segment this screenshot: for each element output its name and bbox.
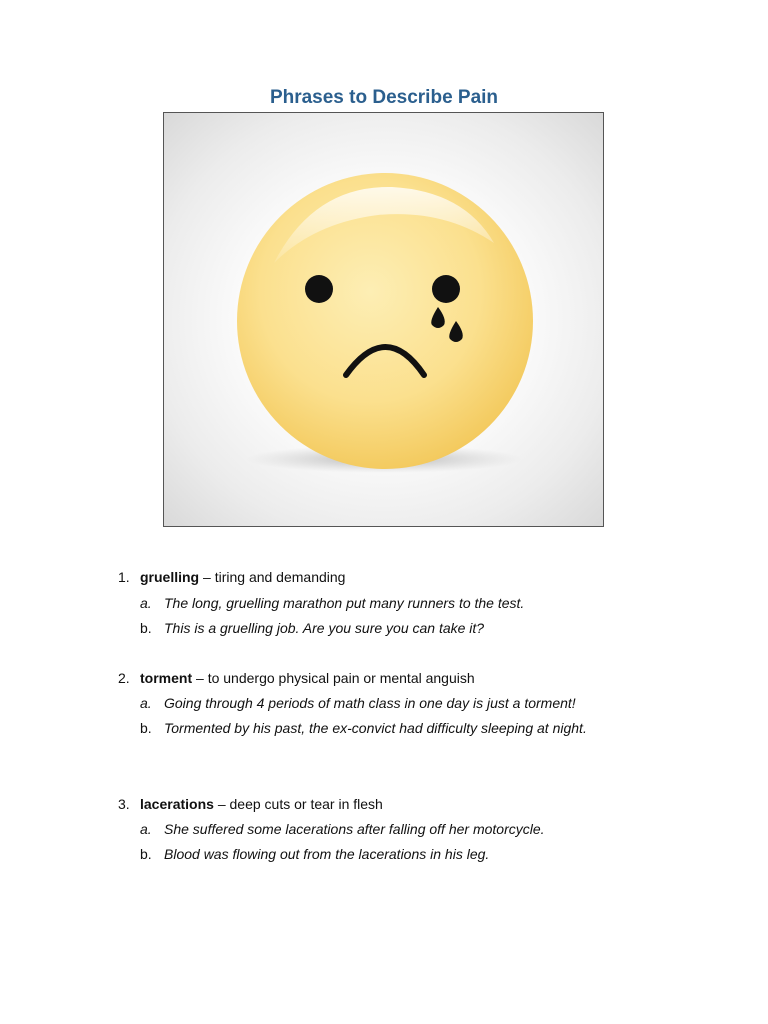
example-letter: a. bbox=[140, 821, 152, 837]
example-text: This is a gruelling job. Are you sure you can take it? bbox=[164, 620, 485, 636]
example-sentence bbox=[140, 820, 545, 838]
sad-face-image bbox=[163, 112, 604, 527]
example-text: The long, gruelling marathon put many runners to the test. bbox=[164, 595, 525, 611]
phrase-term: lacerations bbox=[140, 796, 214, 812]
phrase-definition: deep cuts or tear in flesh bbox=[229, 796, 383, 812]
phrase-heading bbox=[118, 669, 587, 687]
example-letter: b. bbox=[140, 620, 152, 636]
left-eye bbox=[305, 275, 333, 303]
phrase-definition: tiring and demanding bbox=[214, 569, 346, 585]
item-number: 1. bbox=[118, 569, 130, 585]
example-sentence bbox=[140, 694, 587, 712]
example-text: Tormented by his past, the ex-convict had difficulty sleeping at night. bbox=[164, 720, 587, 736]
example-sentence bbox=[140, 719, 587, 737]
example-text: Going through 4 periods of math class in one day is just a torment! bbox=[164, 695, 576, 711]
phrase-term: torment bbox=[140, 670, 193, 686]
phrase-term: gruelling bbox=[140, 569, 200, 585]
example-sentence bbox=[140, 845, 545, 863]
example-sentence bbox=[140, 619, 524, 637]
example-sentence bbox=[140, 594, 524, 612]
example-letter: b. bbox=[140, 846, 152, 862]
example-text: Blood was flowing out from the lacerations in his leg. bbox=[164, 846, 490, 862]
page-title: Phrases to Describe Pain bbox=[269, 87, 499, 108]
item-number: 3. bbox=[118, 796, 130, 812]
phrase-definition: to undergo physical pain or mental anguish bbox=[207, 670, 475, 686]
example-letter: b. bbox=[140, 720, 152, 736]
example-letter: a. bbox=[140, 595, 152, 611]
item-number: 2. bbox=[118, 670, 130, 686]
right-eye bbox=[432, 275, 460, 303]
example-text: She suffered some lacerations after falling off her motorcycle. bbox=[164, 821, 545, 837]
list-item bbox=[118, 568, 524, 637]
list-item bbox=[118, 669, 587, 737]
phrase-heading bbox=[118, 795, 545, 813]
phrase-separator: – bbox=[192, 670, 208, 686]
list-item bbox=[118, 795, 545, 863]
phrase-separator: – bbox=[199, 569, 215, 585]
example-letter: a. bbox=[140, 695, 152, 711]
phrase-separator: – bbox=[213, 796, 230, 812]
phrase-heading bbox=[118, 568, 524, 586]
face-circle bbox=[237, 173, 533, 469]
crying-face-icon bbox=[164, 113, 602, 525]
